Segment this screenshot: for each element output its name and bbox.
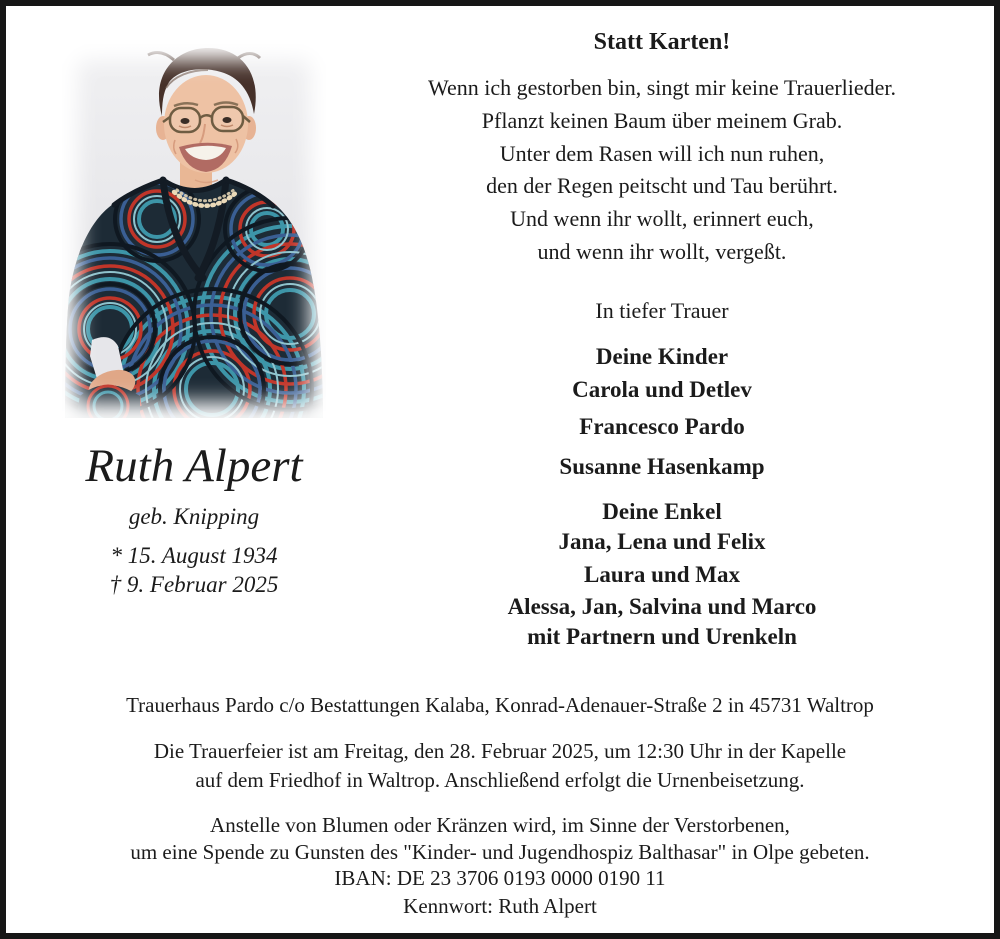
deceased-birth-date: * 15. August 1934 — [110, 543, 278, 568]
service-info-line: Die Trauerfeier ist am Freitag, den 28. Februar 2025, um 12:30 Uhr in der Kapelle — [153, 739, 847, 763]
deceased-death-date: † 9. Februar 2025 — [109, 572, 279, 597]
poem-line: Unter dem Rasen will ich nun ruhen, — [499, 140, 825, 166]
funeral-home-address: Trauerhaus Pardo c/o Bestattungen Kalaba, Konrad-Adenauer-Straße 2 in 45731 Waltrop — [126, 693, 874, 717]
portrait-illustration — [62, 44, 326, 418]
mourning-intro: In tiefer Trauer — [595, 298, 729, 323]
mourner-line: mit Partnern und Urenkeln — [527, 624, 797, 649]
mourner-line: Alessa, Jan, Salvina und Marco — [507, 594, 817, 619]
mourner-line: Jana, Lena und Felix — [558, 529, 766, 554]
mourner-line: Susanne Hasenkamp — [559, 454, 765, 479]
memorial-poem — [362, 72, 962, 269]
donation-keyword: Kennwort: Ruth Alpert — [403, 894, 597, 918]
mourner-line: Deine Kinder — [595, 344, 729, 369]
poem-line: den der Regen peitscht und Tau berührt. — [486, 173, 838, 199]
donation-iban: IBAN: DE 23 3706 0193 0000 0190 11 — [334, 866, 666, 890]
mourner-line: Carola und Detlev — [572, 377, 752, 402]
donation-request-line: um eine Spende zu Gunsten des "Kinder- und Jugendhospiz Balthasar" in Olpe gebeten. — [130, 840, 870, 864]
poem-line: Pflanzt keinen Baum über meinem Grab. — [481, 107, 843, 133]
poem-line: Wenn ich gestorben bin, singt mir keine Trauerlieder. — [427, 75, 897, 100]
poem-line: Und wenn ihr wollt, erinnert euch, — [510, 206, 814, 232]
mourner-line: Deine Enkel — [602, 499, 722, 524]
mourner-line: Laura und Max — [584, 562, 740, 587]
deceased-name: Ruth Alpert — [85, 440, 303, 492]
portrait-photo — [62, 44, 326, 418]
mourner-line: Francesco Pardo — [579, 414, 745, 439]
notice-header: Statt Karten! — [593, 29, 731, 55]
deceased-maiden-name: geb. Knipping — [128, 504, 260, 529]
poem-line: und wenn ihr wollt, vergeßt. — [537, 238, 787, 264]
donation-request-line: Anstelle von Blumen oder Kränzen wird, im Sinne der Verstorbenen, — [210, 813, 790, 837]
service-info-line: auf dem Friedhof in Waltrop. Anschließend erfolgt die Urnenbeisetzung. — [195, 768, 805, 792]
